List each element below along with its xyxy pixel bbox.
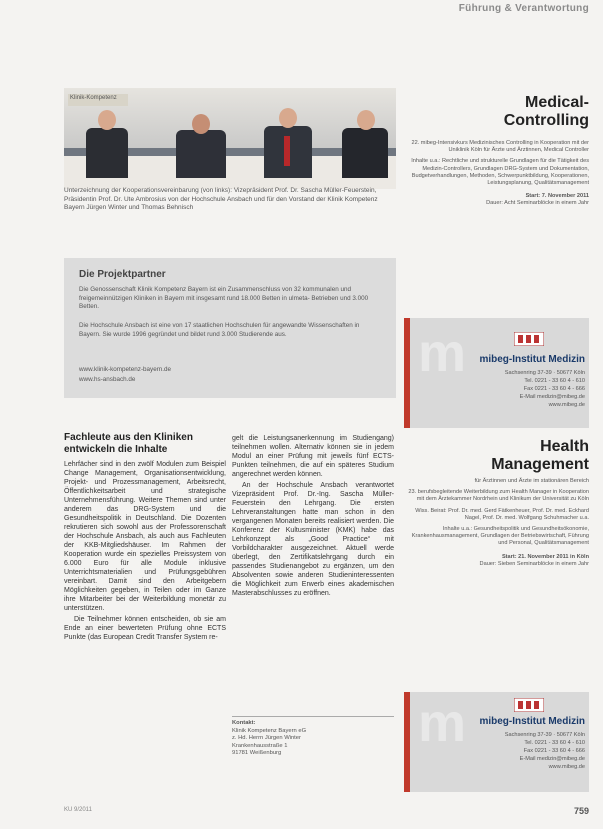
ad1-title-line2: Controlling: [503, 112, 589, 129]
article-title-line2: entwickeln die Inhalte: [64, 444, 168, 455]
article-col2-p2: An der Hochschule Ansbach verantwortet Vizepräsident Prof. Dr.-Ing. Sascha Müller-Feuerstein den Lehrgang. Die ersten Lehrveranstaltungen hatte man schon in den vergangenen Monaten bereits realisiert werden. Die Konferenz der Kultusminister (KMK) habe das Lehrkonzept als „Good Practice“ mit Vorbildcharakter ausgezeichnet. Aktuell werde überlegt, den Zertifikatslehrgang durch ein passendes Studienangebot zu ergänzen, um den Absolventen sowie anderen Studieninteressenten die Möglichkeit zum Erwerb eines akademischen Masterabschlusses zu eröffnen.: [232, 482, 394, 597]
ad2-addr3: Fax 0221 - 33 60 4 - 666: [523, 748, 585, 754]
article-col1-p2: Die Teilnehmer können entscheiden, ob sie am Ende an einer bewerteten Prüfung ohne ECTS Punkte (das European Credit Transfer System re-: [64, 616, 226, 641]
photo-banner: Klinik-Kompetenz: [68, 94, 128, 106]
ad2-intro: 23. berufsbegleitende Weiterbildung zum Health Manager in Kooperation mit dem Ärztekammer Nordrhein und Klinikum der Universität zu Köln: [408, 489, 589, 503]
partner-link-2[interactable]: www.hs-ansbach.de: [79, 376, 136, 383]
contact-label: Kontakt:: [232, 720, 256, 726]
ad2-start: Start: 21. November 2011 in Köln: [501, 553, 589, 560]
contact-line4: 91781 Weißenburg: [232, 750, 282, 757]
ad2-wiss: Wiss. Beirat: Prof. Dr. med. Gerd Fätkenheuer, Prof. Dr. med. Eckhard Nagel, Prof. Dr. med. Wolfgang Schuhmacher u.a.: [415, 507, 589, 521]
footer-issue: KU 9/2011: [64, 807, 92, 813]
article-title: [64, 432, 193, 456]
contact-divider: [232, 716, 394, 717]
contact-line2: z. Hd. Herrn Jürgen Winter: [232, 735, 301, 742]
ad2-inhalte: Inhalte u.a.: Gesundheitspolitik und Gesundheitsökonomie, Krankenhausmanagement, Grundlagen der Betriebswirtschaft, Führung und Personal, Qualitätsmanagement: [411, 526, 589, 547]
ad1-title-line1: Medical-: [524, 94, 589, 111]
ad2-addr1: Sachsenring 37-39 · 50677 Köln: [504, 732, 585, 738]
ad-medical-controlling: [404, 94, 589, 208]
ad2-title-line1: Health: [540, 438, 589, 455]
ad1-start: Start: 7. November 2011: [525, 193, 589, 200]
ad1-addr1: Sachsenring 37-39 · 50677 Köln: [504, 370, 585, 376]
ad2-logo-area: [404, 692, 589, 792]
ad2-logo: mibeg-Institut Medizin: [479, 716, 585, 727]
ad1-logo: mibeg-Institut Medizin: [479, 354, 585, 365]
ad2-sub: für Ärztinnen und Ärzte im stationären Bereich: [474, 478, 589, 484]
ad1-intro: 22. mibeg-Intensivkurs Medizinisches Controlling in Kooperation mit der Uniklinik Köln für Ärzte und Ärztinnen, Medical Controller: [411, 140, 589, 154]
article-title-line1: Fachleute aus den Kliniken: [64, 432, 193, 443]
partner-title: Die Projektpartner: [79, 269, 166, 280]
mibeg-seal-icon: [514, 698, 544, 717]
ad1-addr3: Fax 0221 - 33 60 4 - 666: [523, 386, 585, 392]
contact-box: [232, 720, 394, 758]
ad1-addr5[interactable]: www.mibeg.de: [548, 402, 585, 408]
ad-health-management: [404, 438, 589, 568]
ad2-addr2: Tel. 0221 - 33 60 4 - 610: [524, 740, 585, 746]
partner-link-1[interactable]: www.klinik-kompetenz-bayern.de: [79, 366, 172, 373]
m-logo-mark-icon: m: [418, 693, 467, 753]
partner-text-2: Die Hochschule Ansbach ist eine von 17 staatlichen Hochschulen für angewandte Wissenschaften in Bayern. Sie wurde 1996 gegründet und bildet rund 3.000 Studierende aus.: [79, 322, 360, 338]
ad2-addr5[interactable]: www.mibeg.de: [548, 764, 585, 770]
ad2-title-line2: Management: [491, 456, 589, 473]
partner-text-1: Die Genossenschaft Klinik Kompetenz Bayern ist ein Zusammenschluss von 32 kommunalen und freigemeinnützigen Kliniken in Bayern mit insgesamt rund 18.000 Betten in ulmeta- Betrieben und 3.000 Betten.: [79, 286, 369, 310]
m-logo-mark-icon: m: [418, 323, 467, 383]
article-col1-p1: Lehrfächer sind in den zwölf Modulen zum Beispiel Change Management, Organisationsentwicklung, Projekt- und Prozessmanagement, Arbeitsrecht, Öffentlichkeitsarbeit und strategische Unternehmensführung. Weitere Themen sind unter anderem das DRG-System und die Gesundheitspolitik in Deutschland. Die Dozenten rekrutieren sich sowohl aus der Professorenschaft der Hochschule Ansbach, als auch aus Fachleuten der KKB-Mitgliedshäuser. Im Rahmen der Kooperation wurde ein spezielles Preissystem von 6.000 Euro für alle Module inklusive Unterrichtsmaterialien und Prüfungsgebühren vereinbart. Damit sind den Arbeitgebern Möglichkeiten gegeben, in Teilen oder im Ganze ihre Mitarbeiter bei der Weiterbildung monetär zu unterstützen.: [64, 461, 226, 612]
mibeg-seal-icon: [514, 332, 544, 351]
ad2-addr4[interactable]: E-Mail medizin@mibeg.de: [519, 756, 585, 762]
ad1-logo-area: [404, 318, 589, 428]
article-col2: [232, 434, 394, 598]
contact-line3: Krankenhausstraße 1: [232, 742, 288, 749]
ad1-inhalte: Inhalte u.a.: Rechtliche und strukturelle Grundlagen für die Tätigkeit des Medizin-Controllers, Grundlagen DRG-System und Dokumentation, Budgetverhandlungen, Methoden, Schwerpunktbildung, Kooperationen, Leistungsplanung, Qualitätsmanagement: [411, 158, 589, 187]
article-col2-p1: gelt die Leistungsanerkennung im Studiengang) teilnehmen wollen. Alternativ können sie in jedem Modul an einer Prüfung mit jeweils fünf ECTS-Punkten teilnehmen, die auf ein späteres Studium angerechnet werden können.: [232, 435, 394, 478]
photo-caption: Unterzeichnung der Kooperationsvereinbarung (von links): Vizepräsident Prof. Dr. Sascha Müller-Feuerstein, Präsidentin Prof. Dr. Ute Ambrosius von der Hochschule Ansbach und für den Vorstand der Klinik Kompetenz Bayern Jürgen Winter und Thomas Behnisch: [64, 187, 378, 211]
signing-photo: [64, 88, 396, 189]
article-col1: [64, 460, 226, 642]
contact-line1: Klinik Kompetenz Bayern eG: [232, 727, 307, 734]
page-number: 759: [573, 806, 589, 816]
ad2-dauer: Dauer: Sieben Seminarblöcke in einem Jahr: [479, 560, 589, 567]
ad1-addr4[interactable]: E-Mail medizin@mibeg.de: [519, 394, 585, 400]
section-label: Führung & Verantwortung: [458, 3, 589, 14]
ad1-dauer: Dauer: Acht Seminarblöcke in einem Jahr: [486, 200, 589, 207]
partner-box: [64, 258, 396, 398]
ad1-addr2: Tel. 0221 - 33 60 4 - 610: [524, 378, 585, 384]
